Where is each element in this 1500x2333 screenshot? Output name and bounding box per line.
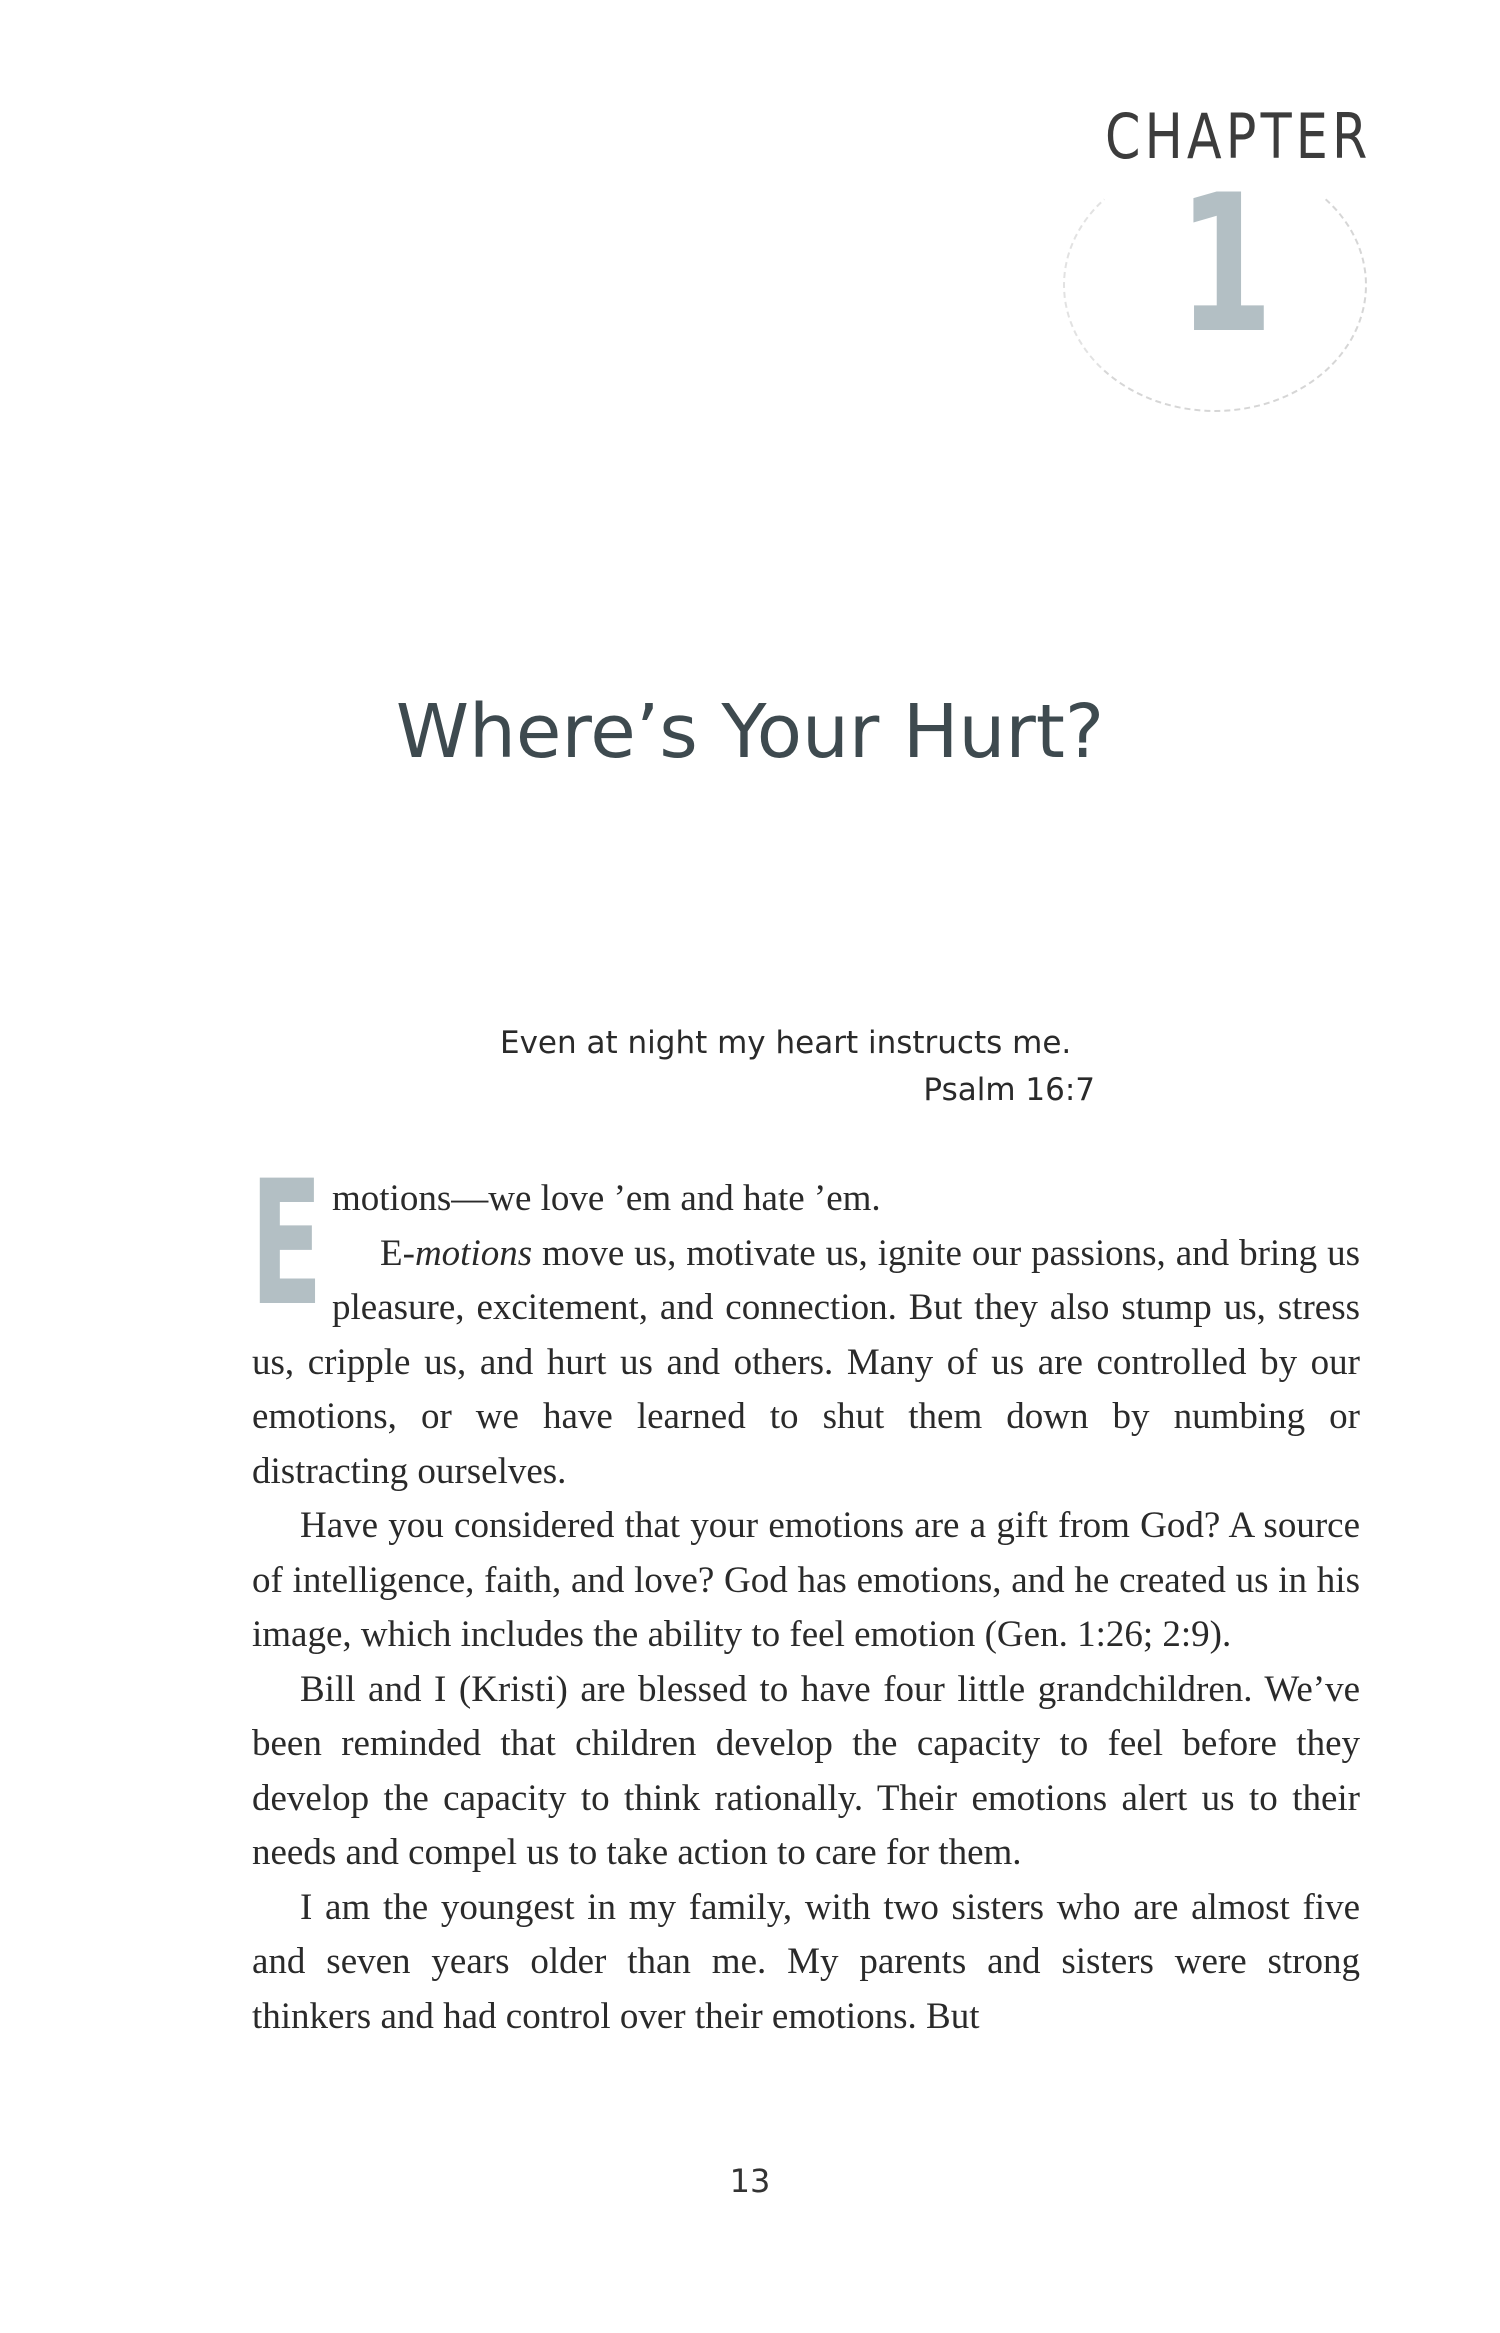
epigraph bbox=[500, 1020, 1095, 1113]
paragraph-4: Bill and I (Kristi) are blessed to have four little grandchildren. We’ve been reminded that children develop the capacity to feel before they develop the capacity to think rationally. Their emotions alert us to their needs and compel us to take action to care for them. bbox=[252, 1668, 1360, 1873]
paragraph-1-text: motions—we love ’em and hate ’em. bbox=[332, 1178, 881, 1219]
paragraph-3: Have you considered that your emotions are a gift from God? A source of intelligence, faith, and love? God has emotions, and he created us in his image, which includes the ability to feel emotion (Gen. 1:26; 2:9). bbox=[252, 1505, 1360, 1655]
page-number: 13 bbox=[729, 2162, 771, 2200]
epigraph-reference: Psalm 16:7 bbox=[923, 1071, 1095, 1108]
chapter-title: Where’s Your Hurt? bbox=[395, 689, 1105, 775]
paragraph-2-prefix: E- bbox=[380, 1232, 415, 1274]
paragraph-2 bbox=[252, 1227, 1360, 1500]
paragraph-5: I am the youngest in my family, with two sisters who are almost five and seven years older than me. My parents and sisters were strong thinkers and had control over their emotions. But bbox=[252, 1886, 1360, 2037]
paragraph-2-italic: motions bbox=[414, 1232, 533, 1274]
chapter-label: CHAPTER bbox=[1105, 100, 1372, 173]
drop-cap: E bbox=[250, 1143, 323, 1344]
paragraph-2-text: move us, motivate us, ignite our passions, and bring us pleasure, excitement, and connection. But they also stump us, stress us, cripple us, and hurt us and others. Many of us are controlled by our emotions, or we have learned to shut them down by numbing or distracting ourselves. bbox=[252, 1232, 1360, 1492]
paragraph-1 bbox=[250, 1143, 1360, 1344]
body-text bbox=[250, 1143, 1360, 2044]
epigraph-quote: Even at night my heart instructs me. bbox=[500, 1025, 1072, 1061]
chapter-number: 1 bbox=[1178, 154, 1274, 375]
